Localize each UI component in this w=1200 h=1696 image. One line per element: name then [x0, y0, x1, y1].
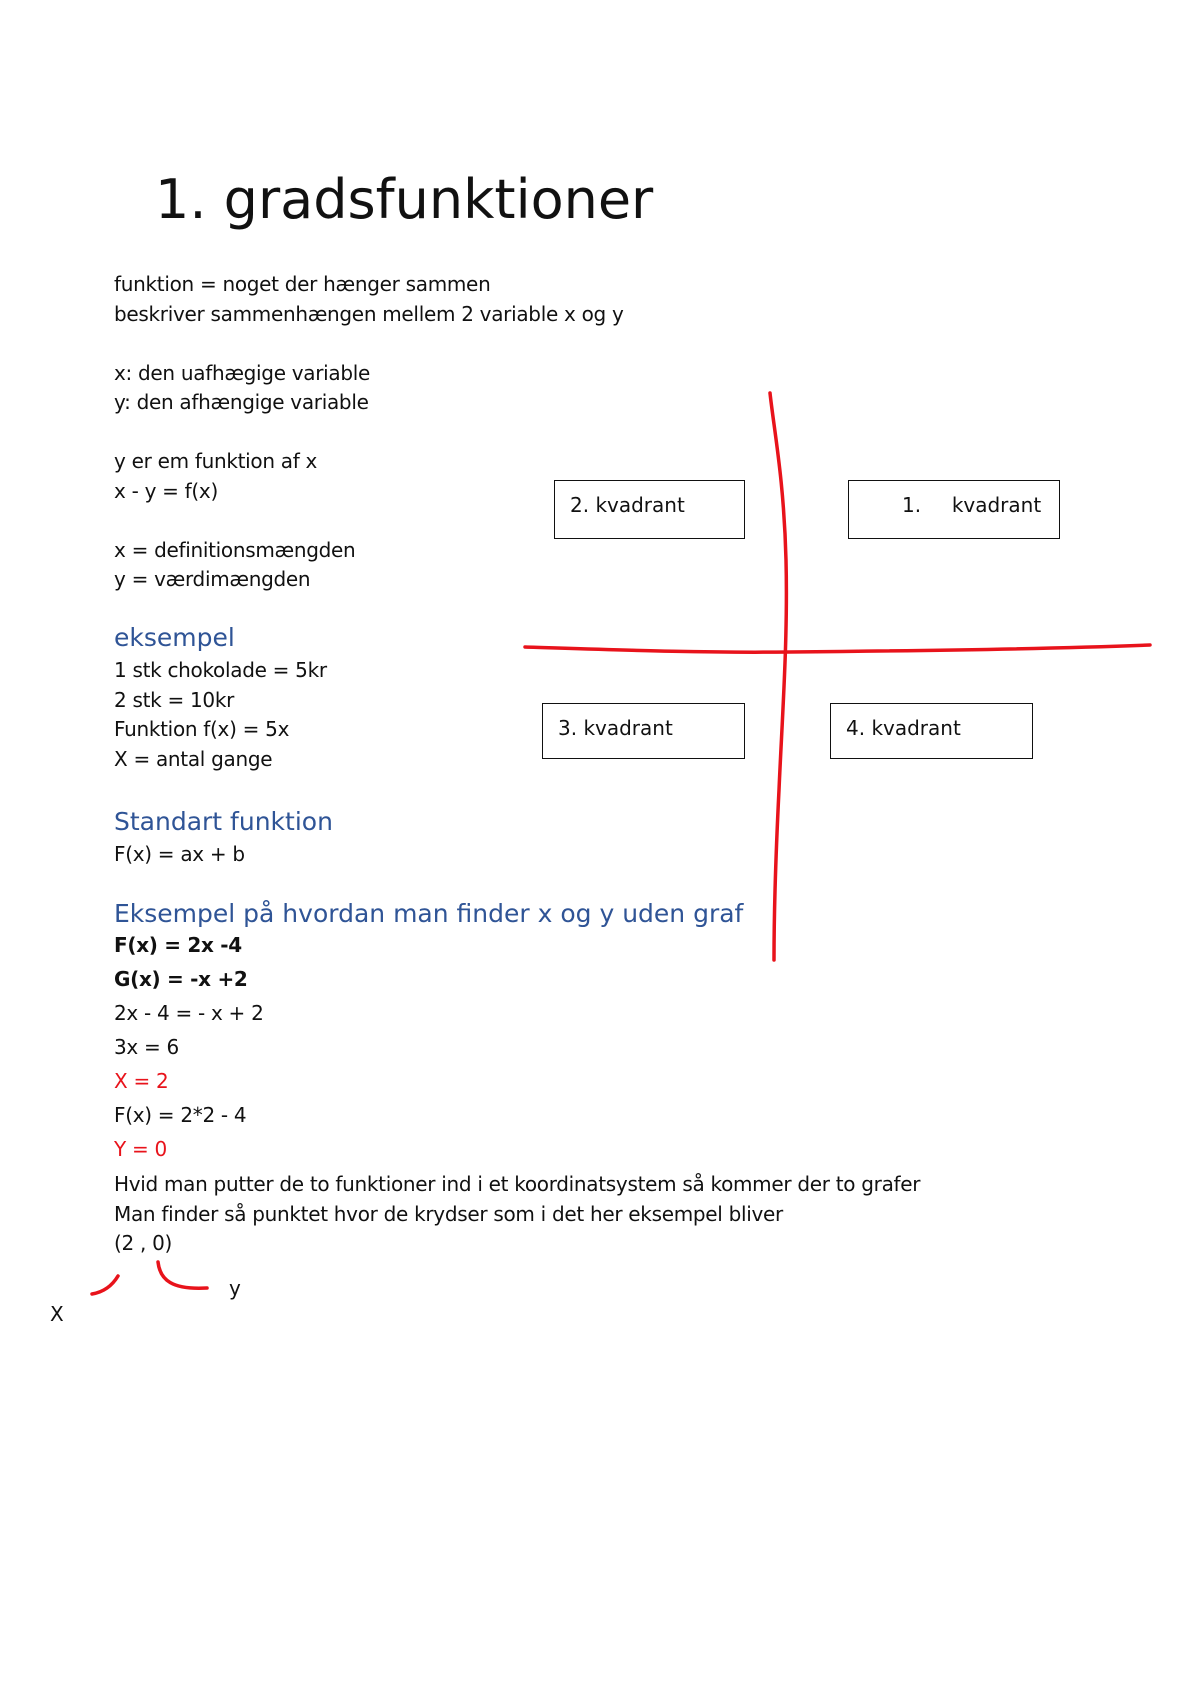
x-bracket-stroke — [92, 1276, 118, 1294]
quadrant-4-box — [830, 703, 1033, 759]
example-line: X = antal gange — [114, 746, 273, 771]
x-axis-stroke — [525, 645, 1150, 652]
standard-heading: Standart funktion — [114, 807, 333, 836]
calculation-block — [114, 928, 264, 1166]
calc-step: 3x = 6 — [114, 1035, 179, 1059]
intro-block — [114, 270, 624, 595]
quadrant-3-label: 3. kvadrant — [558, 716, 673, 740]
example-line: 2 stk = 10kr — [114, 687, 235, 712]
intro-line: y: den afhængige variable — [114, 390, 369, 414]
intersection-point: (2 , 0) — [114, 1231, 173, 1255]
intro-line: y = værdimængden — [114, 567, 311, 591]
label-y: y — [229, 1276, 241, 1300]
conclusion-line: Man finder så punktet hvor de krydser som i det her eksempel bliver — [114, 1201, 783, 1226]
intro-line: beskriver sammenhængen mellem 2 variable x og y — [114, 301, 624, 326]
intro-line: x - y = f(x) — [114, 478, 218, 503]
function-g: G(x) = -x +2 — [114, 967, 248, 991]
calc-step: 2x - 4 = - x + 2 — [114, 1001, 264, 1025]
y-result: Y = 0 — [114, 1137, 167, 1161]
conclusion-line: Hvid man putter de to funktioner ind i et koordinatsystem så kommer der to grafer — [114, 1172, 921, 1196]
calc-step: F(x) = 2*2 - 4 — [114, 1103, 247, 1127]
no-graph-heading: Eksempel på hvordan man finder x og y uden graf — [114, 899, 744, 928]
label-x: X — [50, 1302, 64, 1326]
x-result: X = 2 — [114, 1069, 169, 1093]
quadrant-3-box — [542, 703, 745, 759]
function-f: F(x) = 2x -4 — [114, 933, 242, 957]
intro-line: y er em funktion af x — [114, 449, 318, 473]
quadrant-2-box — [554, 480, 745, 539]
example-line: 1 stk chokolade = 5kr — [114, 658, 327, 682]
example-heading: eksempel — [114, 623, 235, 652]
example-block — [114, 656, 327, 774]
quadrant-1-number: 1. — [902, 493, 922, 517]
conclusion-block — [114, 1170, 920, 1259]
y-bracket-stroke — [158, 1262, 207, 1288]
quadrant-1-box — [848, 480, 1060, 539]
intro-line: x: den uafhægige variable — [114, 360, 371, 385]
example-line: Funktion f(x) = 5x — [114, 717, 290, 741]
y-axis-stroke — [770, 393, 786, 960]
quadrant-4-label: 4. kvadrant — [846, 716, 961, 740]
intro-line: x = definitionsmængden — [114, 537, 356, 562]
standard-formula: F(x) = ax + b — [114, 842, 245, 866]
page-title: 1. gradsfunktioner — [155, 168, 654, 231]
intro-line: funktion = noget der hænger sammen — [114, 272, 491, 296]
quadrant-1-label: kvadrant — [951, 493, 1042, 517]
quadrant-2-label: 2. kvadrant — [570, 493, 685, 517]
